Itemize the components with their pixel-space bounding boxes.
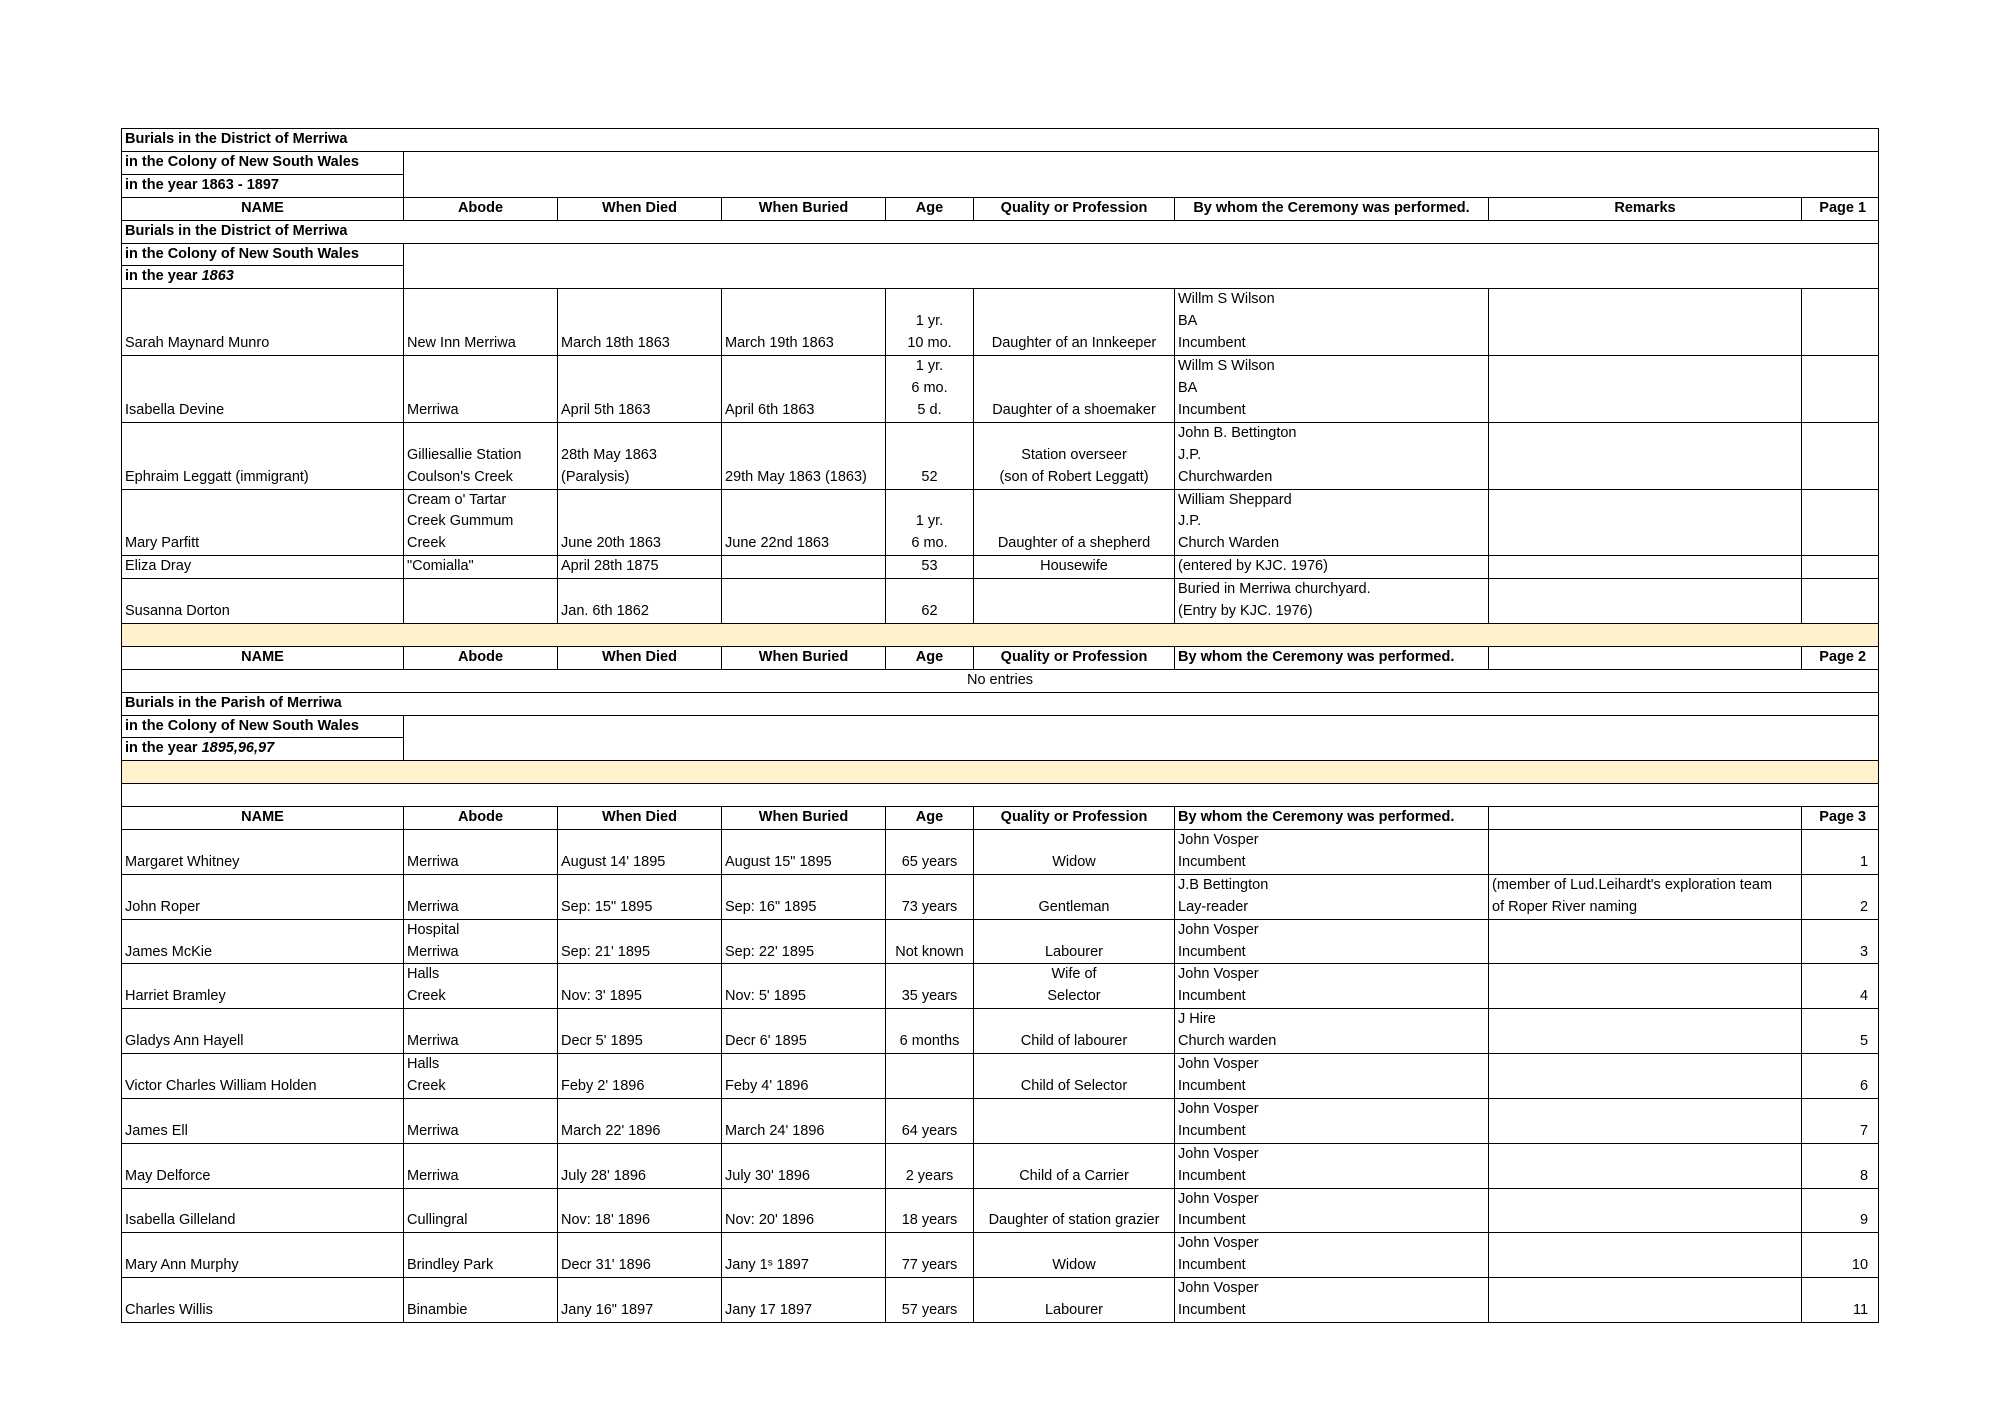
quality-or-profession: Daughter of station grazier: [974, 1188, 1175, 1233]
entry-number: 10: [1802, 1233, 1879, 1278]
when-died: Decr 31' 1896: [558, 1233, 722, 1278]
remarks: [1489, 556, 1802, 579]
quality-or-profession: Child of labourer: [974, 1009, 1175, 1054]
when-died: July 28' 1896: [558, 1143, 722, 1188]
age: 2 years: [886, 1143, 974, 1188]
deceased-name: Ephraim Leggatt (immigrant): [122, 422, 404, 489]
when-buried: July 30' 1896: [722, 1143, 886, 1188]
officiant: John Vosper Incumbent: [1175, 830, 1489, 875]
age: 77 years: [886, 1233, 974, 1278]
section1-line2: in the Colony of New South Wales: [122, 151, 404, 174]
when-died: Feby 2' 1896: [558, 1054, 722, 1099]
when-buried: Feby 4' 1896: [722, 1054, 886, 1099]
entry-number: 6: [1802, 1054, 1879, 1099]
quality-or-profession: Gentleman: [974, 874, 1175, 919]
abode: "Comialla": [404, 556, 558, 579]
col-abode-header: Abode: [404, 197, 558, 220]
when-buried: Sep: 16" 1895: [722, 874, 886, 919]
abode: Merriwa: [404, 1098, 558, 1143]
abode: Halls Creek: [404, 1054, 558, 1099]
remarks: [1489, 830, 1802, 875]
officiant: John Vosper Incumbent: [1175, 1098, 1489, 1143]
abode: Cream o' Tartar Creek Gummum Creek: [404, 489, 558, 556]
age: 52: [886, 422, 974, 489]
officiant: Buried in Merriwa churchyard. (Entry by KJC. 1976): [1175, 579, 1489, 624]
age: 1 yr. 6 mo. 5 d.: [886, 356, 974, 423]
remarks: [1489, 964, 1802, 1009]
section3-line3: in the year 1895,96,97: [122, 738, 404, 761]
when-died: August 14' 1895: [558, 830, 722, 875]
when-buried: Jany 17 1897: [722, 1278, 886, 1323]
abode: Brindley Park: [404, 1233, 558, 1278]
quality-or-profession: Labourer: [974, 919, 1175, 964]
col-buried-header: When Buried: [722, 646, 886, 669]
age: Not known: [886, 919, 974, 964]
register-row: [122, 874, 1879, 919]
col-name-header: NAME: [122, 197, 404, 220]
col-buried-header: When Buried: [722, 197, 886, 220]
register-row: [122, 964, 1879, 1009]
col-by-header: By whom the Ceremony was performed.: [1175, 197, 1489, 220]
remarks: [1489, 1098, 1802, 1143]
deceased-name: Susanna Dorton: [122, 579, 404, 624]
register-row: [122, 1009, 1879, 1054]
col-died-header: When Died: [558, 197, 722, 220]
entry-number: 11: [1802, 1278, 1879, 1323]
entry-number: [1802, 556, 1879, 579]
section2-line2: in the Colony of New South Wales: [122, 243, 404, 266]
officiant: John Vosper Incumbent: [1175, 964, 1489, 1009]
remarks: [1489, 1188, 1802, 1233]
when-buried: April 6th 1863: [722, 356, 886, 423]
remarks: [1489, 1054, 1802, 1099]
entry-number: [1802, 356, 1879, 423]
quality-or-profession: Widow: [974, 1233, 1175, 1278]
deceased-name: Gladys Ann Hayell: [122, 1009, 404, 1054]
age: 62: [886, 579, 974, 624]
age: 35 years: [886, 964, 974, 1009]
remarks: [1489, 919, 1802, 964]
when-buried: March 24' 1896: [722, 1098, 886, 1143]
age: 18 years: [886, 1188, 974, 1233]
register-row: [122, 356, 1879, 423]
quality-or-profession: [974, 1098, 1175, 1143]
age: 6 months: [886, 1009, 974, 1054]
col-abode-header: Abode: [404, 646, 558, 669]
when-died: Sep: 21' 1895: [558, 919, 722, 964]
deceased-name: Isabella Devine: [122, 356, 404, 423]
when-buried: Nov: 5' 1895: [722, 964, 886, 1009]
register-row: [122, 1098, 1879, 1143]
deceased-name: James McKie: [122, 919, 404, 964]
deceased-name: Sarah Maynard Munro: [122, 289, 404, 356]
officiant: John Vosper Incumbent: [1175, 1054, 1489, 1099]
header-row-page3: [122, 807, 1879, 830]
quality-or-profession: Station overseer (son of Robert Leggatt): [974, 422, 1175, 489]
age: [886, 1054, 974, 1099]
when-buried: March 19th 1863: [722, 289, 886, 356]
when-died: Decr 5' 1895: [558, 1009, 722, 1054]
deceased-name: Mary Ann Murphy: [122, 1233, 404, 1278]
register-row: [122, 1054, 1879, 1099]
col-age-header: Age: [886, 646, 974, 669]
spacer-band: [122, 761, 1879, 784]
abode: Binambie: [404, 1278, 558, 1323]
when-buried: June 22nd 1863: [722, 489, 886, 556]
when-died: 28th May 1863 (Paralysis): [558, 422, 722, 489]
age: 65 years: [886, 830, 974, 875]
quality-or-profession: Child of a Carrier: [974, 1143, 1175, 1188]
officiant: William Sheppard J.P. Church Warden: [1175, 489, 1489, 556]
section3-line1: Burials in the Parish of Merriwa: [122, 692, 1879, 715]
abode: Merriwa: [404, 1009, 558, 1054]
officiant: J.B Bettington Lay-reader: [1175, 874, 1489, 919]
section2-line3: in the year 1863: [122, 266, 404, 289]
register-row: [122, 919, 1879, 964]
when-buried: Nov: 20' 1896: [722, 1188, 886, 1233]
entry-number: [1802, 579, 1879, 624]
quality-or-profession: Widow: [974, 830, 1175, 875]
register-row: [122, 579, 1879, 624]
register-row: [122, 1233, 1879, 1278]
register-row: [122, 489, 1879, 556]
entry-number: 4: [1802, 964, 1879, 1009]
when-died: Sep: 15" 1895: [558, 874, 722, 919]
entry-number: 7: [1802, 1098, 1879, 1143]
officiant: (entered by KJC. 1976): [1175, 556, 1489, 579]
entry-number: 1: [1802, 830, 1879, 875]
col-age-header: Age: [886, 197, 974, 220]
deceased-name: James Ell: [122, 1098, 404, 1143]
register-row: [122, 289, 1879, 356]
col-by-header: By whom the Ceremony was performed.: [1175, 646, 1489, 669]
abode: Halls Creek: [404, 964, 558, 1009]
remarks: [1489, 489, 1802, 556]
when-buried: August 15" 1895: [722, 830, 886, 875]
entry-number: 8: [1802, 1143, 1879, 1188]
quality-or-profession: Child of Selector: [974, 1054, 1175, 1099]
deceased-name: John Roper: [122, 874, 404, 919]
when-buried: [722, 579, 886, 624]
abode: Hospital Merriwa: [404, 919, 558, 964]
abode: Gilliesallie Station Coulson's Creek: [404, 422, 558, 489]
col-quality-header: Quality or Profession: [974, 807, 1175, 830]
when-buried: Decr 6' 1895: [722, 1009, 886, 1054]
officiant: Willm S Wilson BA Incumbent: [1175, 356, 1489, 423]
quality-or-profession: Daughter of a shepherd: [974, 489, 1175, 556]
page-label: Page 3: [1802, 807, 1879, 830]
entry-number: [1802, 289, 1879, 356]
col-died-header: When Died: [558, 646, 722, 669]
officiant: John Vosper Incumbent: [1175, 1143, 1489, 1188]
entry-number: 2: [1802, 874, 1879, 919]
when-died: Jan. 6th 1862: [558, 579, 722, 624]
quality-or-profession: [974, 579, 1175, 624]
when-buried: 29th May 1863 (1863): [722, 422, 886, 489]
section1-line3: in the year 1863 - 1897: [122, 174, 404, 197]
col-name-header: NAME: [122, 646, 404, 669]
col-name-header: NAME: [122, 807, 404, 830]
section1-title-row: [122, 129, 1879, 152]
remarks: [1489, 1233, 1802, 1278]
abode: New Inn Merriwa: [404, 289, 558, 356]
abode: Merriwa: [404, 1143, 558, 1188]
quality-or-profession: Housewife: [974, 556, 1175, 579]
section2-blank: [404, 243, 1879, 289]
section3-blank: [404, 715, 1879, 761]
officiant: Willm S Wilson BA Incumbent: [1175, 289, 1489, 356]
officiant: John Vosper Incumbent: [1175, 1278, 1489, 1323]
no-entries-note: No entries: [122, 669, 1879, 692]
officiant: John Vosper Incumbent: [1175, 1188, 1489, 1233]
blank-row: [122, 784, 1879, 807]
col-remarks-header-blank: [1489, 646, 1802, 669]
when-died: March 18th 1863: [558, 289, 722, 356]
quality-or-profession: Labourer: [974, 1278, 1175, 1323]
entry-number: [1802, 422, 1879, 489]
entry-number: 3: [1802, 919, 1879, 964]
deceased-name: Charles Willis: [122, 1278, 404, 1323]
entry-number: 9: [1802, 1188, 1879, 1233]
register-row: [122, 1143, 1879, 1188]
deceased-name: Eliza Dray: [122, 556, 404, 579]
quality-or-profession: Wife of Selector: [974, 964, 1175, 1009]
col-by-header: By whom the Ceremony was performed.: [1175, 807, 1489, 830]
col-abode-header: Abode: [404, 807, 558, 830]
header-row-page2: [122, 646, 1879, 669]
when-died: Jany 16" 1897: [558, 1278, 722, 1323]
header-row-page1: [122, 197, 1879, 220]
age: 1 yr. 10 mo.: [886, 289, 974, 356]
age: 53: [886, 556, 974, 579]
remarks: [1489, 1278, 1802, 1323]
register-row: [122, 1188, 1879, 1233]
when-died: Nov: 18' 1896: [558, 1188, 722, 1233]
quality-or-profession: Daughter of a shoemaker: [974, 356, 1175, 423]
burial-register-table: [121, 128, 1879, 1323]
section1-line1: Burials in the District of Merriwa: [122, 129, 1879, 152]
burial-register-sheet: [121, 128, 1878, 1323]
abode: Merriwa: [404, 830, 558, 875]
deceased-name: Victor Charles William Holden: [122, 1054, 404, 1099]
remarks: [1489, 579, 1802, 624]
page-label: Page 2: [1802, 646, 1879, 669]
remarks: [1489, 1009, 1802, 1054]
age: 73 years: [886, 874, 974, 919]
officiant: John B. Bettington J.P. Churchwarden: [1175, 422, 1489, 489]
remarks: [1489, 356, 1802, 423]
col-quality-header: Quality or Profession: [974, 646, 1175, 669]
quality-or-profession: Daughter of an Innkeeper: [974, 289, 1175, 356]
section3-line2: in the Colony of New South Wales: [122, 715, 404, 738]
remarks: [1489, 1143, 1802, 1188]
register-row: [122, 830, 1879, 875]
page-label: Page 1: [1802, 197, 1879, 220]
when-buried: Sep: 22' 1895: [722, 919, 886, 964]
deceased-name: Harriet Bramley: [122, 964, 404, 1009]
section2-line1: Burials in the District of Merriwa: [122, 220, 1879, 243]
col-remarks-header-blank: [1489, 807, 1802, 830]
age: 57 years: [886, 1278, 974, 1323]
abode: Merriwa: [404, 356, 558, 423]
deceased-name: Isabella Gilleland: [122, 1188, 404, 1233]
remarks: (member of Lud.Leihardt's exploration team of Roper River naming: [1489, 874, 1802, 919]
when-died: Nov: 3' 1895: [558, 964, 722, 1009]
col-remarks-header: Remarks: [1489, 197, 1802, 220]
when-died: April 28th 1875: [558, 556, 722, 579]
remarks: [1489, 289, 1802, 356]
register-row: [122, 1278, 1879, 1323]
abode: [404, 579, 558, 624]
spacer-band: [122, 623, 1879, 646]
when-died: March 22' 1896: [558, 1098, 722, 1143]
when-died: April 5th 1863: [558, 356, 722, 423]
section1-blank: [404, 151, 1879, 197]
age: 1 yr. 6 mo.: [886, 489, 974, 556]
col-buried-header: When Buried: [722, 807, 886, 830]
officiant: John Vosper Incumbent: [1175, 919, 1489, 964]
officiant: John Vosper Incumbent: [1175, 1233, 1489, 1278]
col-died-header: When Died: [558, 807, 722, 830]
when-died: June 20th 1863: [558, 489, 722, 556]
abode: Merriwa: [404, 874, 558, 919]
col-quality-header: Quality or Profession: [974, 197, 1175, 220]
remarks: [1489, 422, 1802, 489]
entry-number: 5: [1802, 1009, 1879, 1054]
entry-number: [1802, 489, 1879, 556]
deceased-name: Mary Parfitt: [122, 489, 404, 556]
register-row: [122, 422, 1879, 489]
col-age-header: Age: [886, 807, 974, 830]
deceased-name: May Delforce: [122, 1143, 404, 1188]
register-row: [122, 556, 1879, 579]
deceased-name: Margaret Whitney: [122, 830, 404, 875]
abode: Cullingral: [404, 1188, 558, 1233]
when-buried: [722, 556, 886, 579]
when-buried: Jany 1ˢ 1897: [722, 1233, 886, 1278]
age: 64 years: [886, 1098, 974, 1143]
officiant: J Hire Church warden: [1175, 1009, 1489, 1054]
